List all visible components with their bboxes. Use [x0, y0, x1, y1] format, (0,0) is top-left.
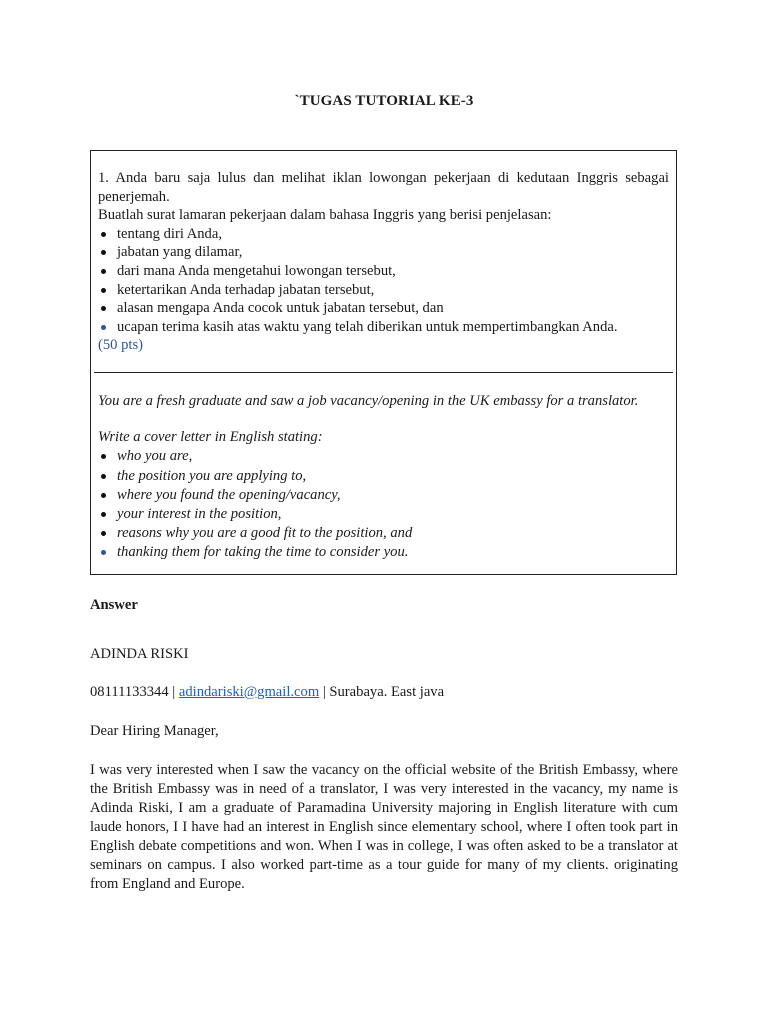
question-indonesian — [98, 169, 669, 355]
english-list — [98, 447, 669, 562]
answer-heading: Answer — [90, 597, 138, 613]
divider — [94, 372, 673, 373]
phone-number: 08111133344 | — [90, 684, 176, 700]
letter-paragraph: I was very interested when I saw the vacancy on the official website of the British Embassy, where the British Embassy was in need of a translator, I was very interested in the vacancy, my name is Adinda Riski, I am a graduate of Paramadina University majoring in English literature with cum laude honors, I I have had an interest in English since elementary school, where I often took part in English debate competitions and won. When I was in college, I was often asked to be a translator at seminars on campus. I also worked part-time as a tour guide for many of my clients. originating from England and Europe. — [90, 762, 678, 892]
question-intro: 1. Anda baru saja lulus dan melihat iklan lowongan pekerjaan di kedutaan Inggris sebagai penerjemah. — [98, 170, 669, 205]
question-box — [90, 150, 677, 575]
contact-line — [90, 683, 678, 702]
english-instruction: Write a cover letter in English stating: — [98, 429, 323, 446]
email-link[interactable]: adindariski@gmail.com — [178, 684, 320, 700]
list-item: dari mana Anda mengetahui lowongan tersebut, — [98, 262, 669, 281]
english-intro: You are a fresh graduate and saw a job vacancy/opening in the UK embassy for a translator. — [98, 393, 639, 409]
location: | Surabaya. East java — [322, 684, 445, 700]
list-item: tentang diri Anda, — [98, 225, 669, 244]
list-item: where you found the opening/vacancy, — [98, 486, 669, 505]
question-instruction: Buatlah surat lamaran pekerjaan dalam bahasa Inggris yang berisi penjelasan: — [98, 207, 552, 224]
applicant-name: ADINDA RISKI — [90, 646, 189, 662]
list-item: ucapan terima kasih atas waktu yang telah diberikan untuk mempertimbangkan Anda. — [98, 318, 669, 337]
points-label: (50 pts) — [98, 337, 143, 354]
list-item: alasan mengapa Anda cocok untuk jabatan tersebut, dan — [98, 299, 669, 318]
list-item: the position you are applying to, — [98, 467, 669, 486]
question-list — [98, 225, 669, 337]
question-english — [98, 392, 669, 563]
list-item: jabatan yang dilamar, — [98, 243, 669, 262]
greeting: Dear Hiring Manager, — [90, 723, 219, 739]
list-item: reasons why you are a good fit to the position, and — [98, 524, 669, 543]
list-item: your interest in the position, — [98, 505, 669, 524]
list-item: who you are, — [98, 447, 669, 466]
list-item: ketertarikan Anda terhadap jabatan tersebut, — [98, 281, 669, 300]
list-item: thanking them for taking the time to consider you. — [98, 543, 669, 562]
page-title: `TUGAS TUTORIAL KE-3 — [294, 93, 474, 109]
